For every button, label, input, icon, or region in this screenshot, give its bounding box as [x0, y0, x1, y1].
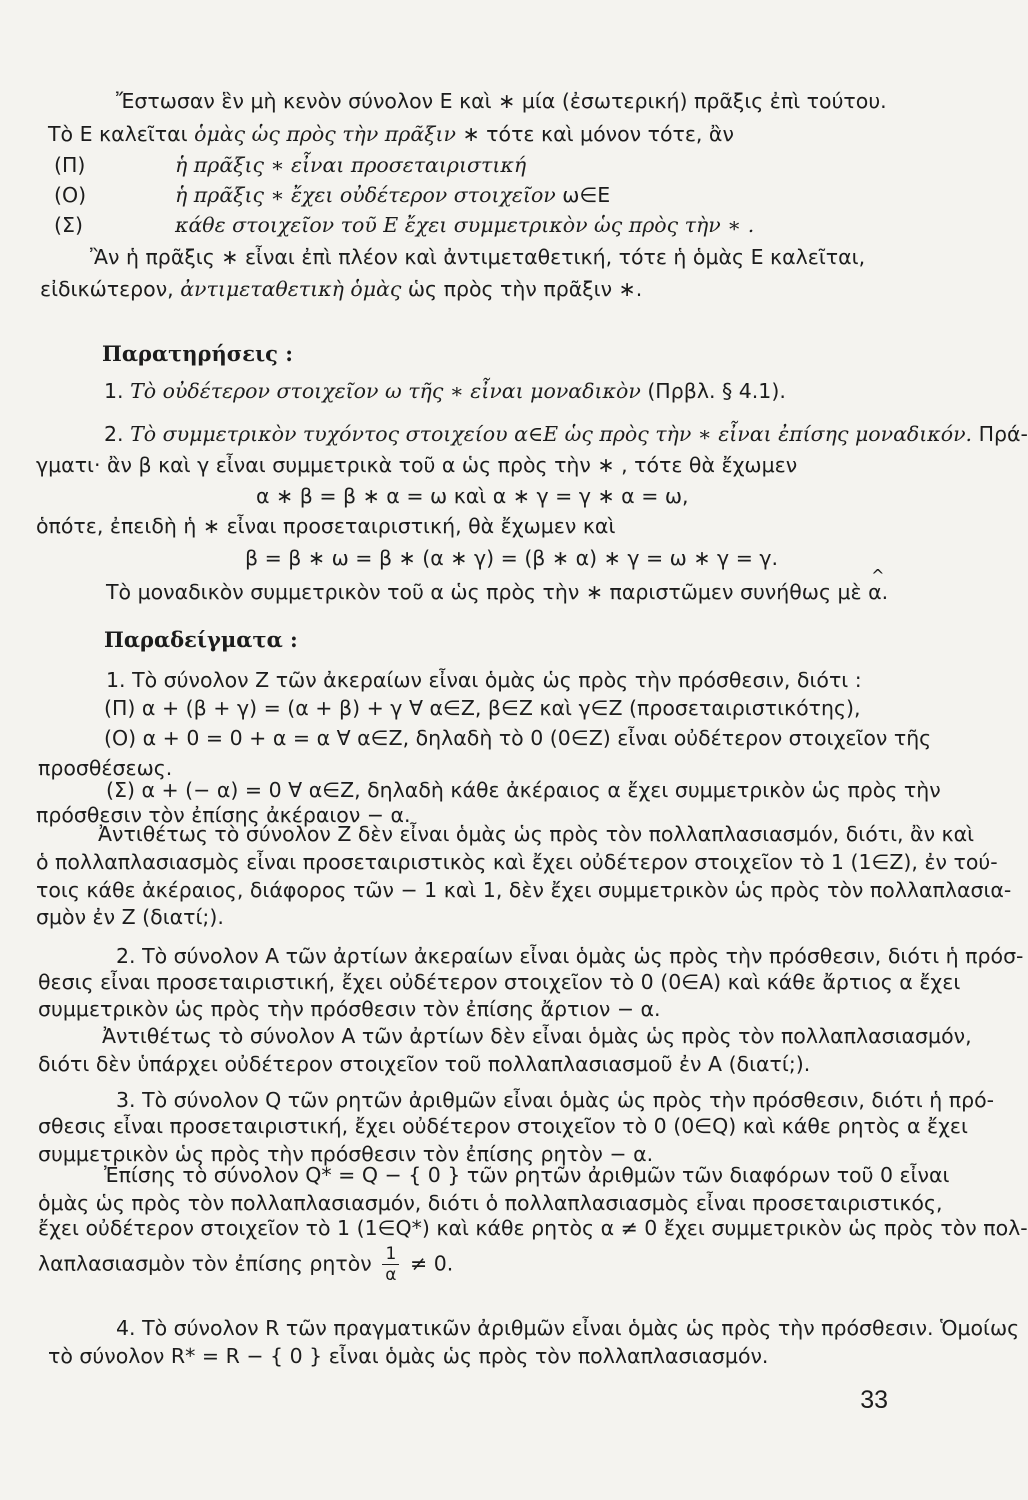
remark-2-equation-2: β = β ∗ ω = β ∗ (α ∗ γ) = (β ∗ α) ∗ γ = ω ∗ γ = γ.: [245, 546, 779, 570]
example-3-line-7: [38, 1244, 453, 1285]
example-3-line-2: σθεσις εἶναι προσεταιριστική, ἔχει οὐδέτερον στοιχεῖον τὸ 0 (0∈Q) καὶ κάθε ρητὸς α ἔχει: [38, 1114, 968, 1138]
remark-2-number: 2.: [104, 422, 124, 446]
example-3-line-5: ὁμὰς ὡς πρὸς τὸν πολλαπλασιασμόν, διότι ὁ πολλαπλασιασμὸς εἶναι προσεταιριστικός,: [38, 1191, 943, 1215]
intro-line-2-c: ∗ τότε καὶ μόνον τότε, ἂν: [455, 122, 734, 146]
example-3-line-7-b: ≠ 0.: [410, 1251, 454, 1276]
axiom-s: [54, 212, 755, 238]
example-1-line-9: τοις κάθε ἀκέραιος, διάφορος τῶν − 1 καὶ 1, δὲν ἔχει συμμετρικὸν ὡς πρὸς τὸν πολλαπλασια-: [36, 878, 1012, 902]
intro-line-7-c: ὡς πρὸς τὴν πρᾶξιν ∗.: [401, 277, 643, 301]
remark-2-line-6-text: Τὸ μοναδικὸν συμμετρικὸν τοῦ α ὡς πρὸς τὴν ∗ παριστῶμεν συνήθως μὲ: [106, 580, 869, 604]
remark-2: [104, 421, 1028, 447]
example-3-line-6: ἔχει οὐδέτερον στοιχεῖον τὸ 1 (1∈Q*) καὶ κάθε ρητὸς α ≠ 0 ἔχει συμμετρικὸν ὡς πρὸς τὸν πολ-: [38, 1216, 1028, 1240]
abelian-group-term: ἀντιμεταθετικὴ ὁμὰς: [180, 277, 402, 301]
example-1-line-6: πρόσθεσιν τὸν ἐπίσης ἀκέραιον − α.: [36, 803, 411, 827]
example-3-line-7-a: λαπλασιασμὸν τὸν ἐπίσης ρητὸν: [38, 1251, 372, 1276]
example-4-line-2: τὸ σύνολον R* = R − { 0 } εἶναι ὁμὰς ὡς πρὸς τὸν πολλαπλασιασμόν.: [48, 1344, 769, 1368]
axiom-o-text: ἡ πρᾶξις ∗ ἔχει οὐδέτερον στοιχεῖον: [175, 183, 556, 207]
example-1-line-10: σμὸν ἐν Ζ (διατί;).: [36, 905, 224, 929]
example-3-line-1: 3. Τὸ σύνολον Q τῶν ρητῶν ἀριθμῶν εἶναι ὁμὰς ὡς πρὸς τὴν πρόσθεσιν, διότι ἡ πρό-: [116, 1088, 995, 1112]
example-2-line-1: 2. Τὸ σύνολον Α τῶν ἀρτίων ἀκεραίων εἶναι ὁμὰς ὡς πρὸς τὴν πρόσθεσιν, διότι ἡ πρόσ-: [116, 944, 1024, 968]
page-number: 33: [860, 1386, 888, 1414]
remarks-heading: Παρατηρήσεις :: [102, 341, 294, 366]
fraction-denominator: α: [385, 1265, 397, 1285]
example-1-line-3: (Ο) α + 0 = 0 + α = α ∀ α∈Ζ, δηλαδὴ τὸ 0 (0∈Ζ) εἶναι οὐδέτερον στοιχεῖον τῆς: [104, 726, 932, 750]
intro-line-7-a: εἰδικώτερον,: [40, 277, 181, 301]
remark-2-line-4: ὁπότε, ἐπειδὴ ἡ ∗ εἶναι προσεταιριστική, θὰ ἔχωμεν καὶ: [36, 514, 616, 538]
example-1-line-5: (Σ) α + (− α) = 0 ∀ α∈Ζ, δηλαδὴ κάθε ἀκέραιος α ἔχει συμμετρικὸν ὡς πρὸς τὴν: [106, 778, 941, 802]
axiom-o: [54, 182, 611, 208]
axiom-p-text: ἡ πρᾶξις ∗ εἶναι προσεταιριστική: [175, 153, 527, 177]
example-2-line-5: διότι δὲν ὑπάρχει οὐδέτερον στοιχεῖον τοῦ πολλαπλασιασμοῦ ἐν Α (διατί;).: [38, 1052, 811, 1076]
remark-2-line-6: [106, 579, 888, 605]
axiom-s-label: (Σ): [54, 213, 83, 237]
intro-line-6: Ἂν ἡ πρᾶξις ∗ εἶναι ἐπὶ πλέον καὶ ἀντιμεταθετική, τότε ἡ ὁμὰς Ε καλεῖται,: [90, 245, 866, 269]
example-2-line-3: συμμετρικὸν ὡς πρὸς τὴν πρόσθεσιν τὸν ἐπίσης ἄρτιον − α.: [38, 997, 661, 1021]
example-1-line-4: προσθέσεως.: [38, 756, 173, 780]
remark-2-line-6-end: .: [881, 580, 889, 604]
remark-1: [104, 378, 786, 404]
intro-line-7: [40, 276, 642, 302]
inverse-symbol: ^ α: [868, 579, 882, 605]
example-1-line-7: Ἀντιθέτως τὸ σύνολον Ζ δὲν εἶναι ὁμὰς ὡς πρὸς τὸν πολλαπλασιασμόν, διότι, ἂν καὶ: [98, 822, 975, 846]
example-1-line-1: 1. Τὸ σύνολον Ζ τῶν ἀκεραίων εἶναι ὁμὰς ὡς πρὸς τὴν πρόσθεσιν, διότι :: [106, 668, 862, 692]
examples-heading: Παραδείγματα :: [104, 627, 298, 652]
intro-line-1: Ἔστωσαν ἓν μὴ κενὸν σύνολον Ε καὶ ∗ μία (ἐσωτερική) πρᾶξις ἐπὶ τούτου.: [116, 89, 887, 113]
example-1-line-8: ὁ πολλαπλασιασμὸς εἶναι προσεταιριστικὸς καὶ ἔχει οὐδέτερον στοιχεῖον τὸ 1 (1∈Ζ), ἐν τού-: [36, 850, 998, 874]
example-3-line-3: συμμετρικὸν ὡς πρὸς τὴν πρόσθεσιν τὸν ἐπίσης ρητὸν − α.: [38, 1142, 654, 1166]
remark-1-ref: (Πρβλ. § 4.1).: [640, 379, 786, 403]
axiom-s-text: κάθε στοιχεῖον τοῦ Ε ἔχει συμμετρικὸν ὡς πρὸς τὴν ∗ .: [175, 213, 755, 237]
remark-2-line-2: γματι· ἂν β καὶ γ εἶναι συμμετρικὰ τοῦ α ὡς πρὸς τὴν ∗ , τότε θὰ ἔχωμεν: [36, 453, 798, 477]
fraction-numerator: 1: [382, 1244, 399, 1265]
example-4-line-1: 4. Τὸ σύνολον R τῶν πραγματικῶν ἀριθμῶν εἶναι ὁμὰς ὡς πρὸς τὴν πρόσθεσιν. Ὁμοίως: [116, 1316, 1020, 1340]
group-term: ὁμὰς ὡς πρὸς τὴν πρᾶξιν: [194, 122, 456, 146]
fraction-one-over-alpha: [382, 1244, 399, 1285]
remark-2-equation-1: α ∗ β = β ∗ α = ω καὶ α ∗ γ = γ ∗ α = ω,: [256, 484, 689, 508]
example-3-line-4: Ἐπίσης τὸ σύνολον Q* = Q − { 0 } τῶν ρητῶν ἀριθμῶν τῶν διαφόρων τοῦ 0 εἶναι: [104, 1163, 950, 1187]
axiom-o-tail: ω∈Ε: [555, 183, 611, 207]
example-2-line-2: θεσις εἶναι προσεταιριστική, ἔχει οὐδέτερον στοιχεῖον τὸ 0 (0∈Α) καὶ κάθε ἄρτιος α ἔχει: [38, 970, 961, 994]
example-1-line-2: (Π) α + (β + γ) = (α + β) + γ ∀ α∈Ζ, β∈Ζ καὶ γ∈Ζ (προσεταιριστικότης),: [104, 696, 861, 720]
intro-line-2: [48, 121, 734, 147]
axiom-p-label: (Π): [54, 153, 86, 177]
example-2-line-4: Ἀντιθέτως τὸ σύνολον Α τῶν ἀρτίων δὲν εἶναι ὁμὰς ὡς πρὸς τὸν πολλαπλασιασμόν,: [102, 1024, 972, 1048]
remark-1-number: 1.: [104, 379, 124, 403]
remark-2-tail: Πρά-: [972, 422, 1028, 446]
intro-line-2-a: Τὸ Ε καλεῖται: [48, 122, 195, 146]
remark-2-text: Τὸ συμμετρικὸν τυχόντος στοιχείου α∈Ε ὡς πρὸς τὴν ∗ εἶναι ἐπίσης μοναδικόν.: [130, 422, 973, 446]
axiom-p: [54, 152, 527, 178]
remark-1-text: Τὸ οὐδέτερον στοιχεῖον ω τῆς ∗ εἶναι μοναδικὸν: [130, 379, 641, 403]
axiom-o-label: (Ο): [54, 183, 87, 207]
